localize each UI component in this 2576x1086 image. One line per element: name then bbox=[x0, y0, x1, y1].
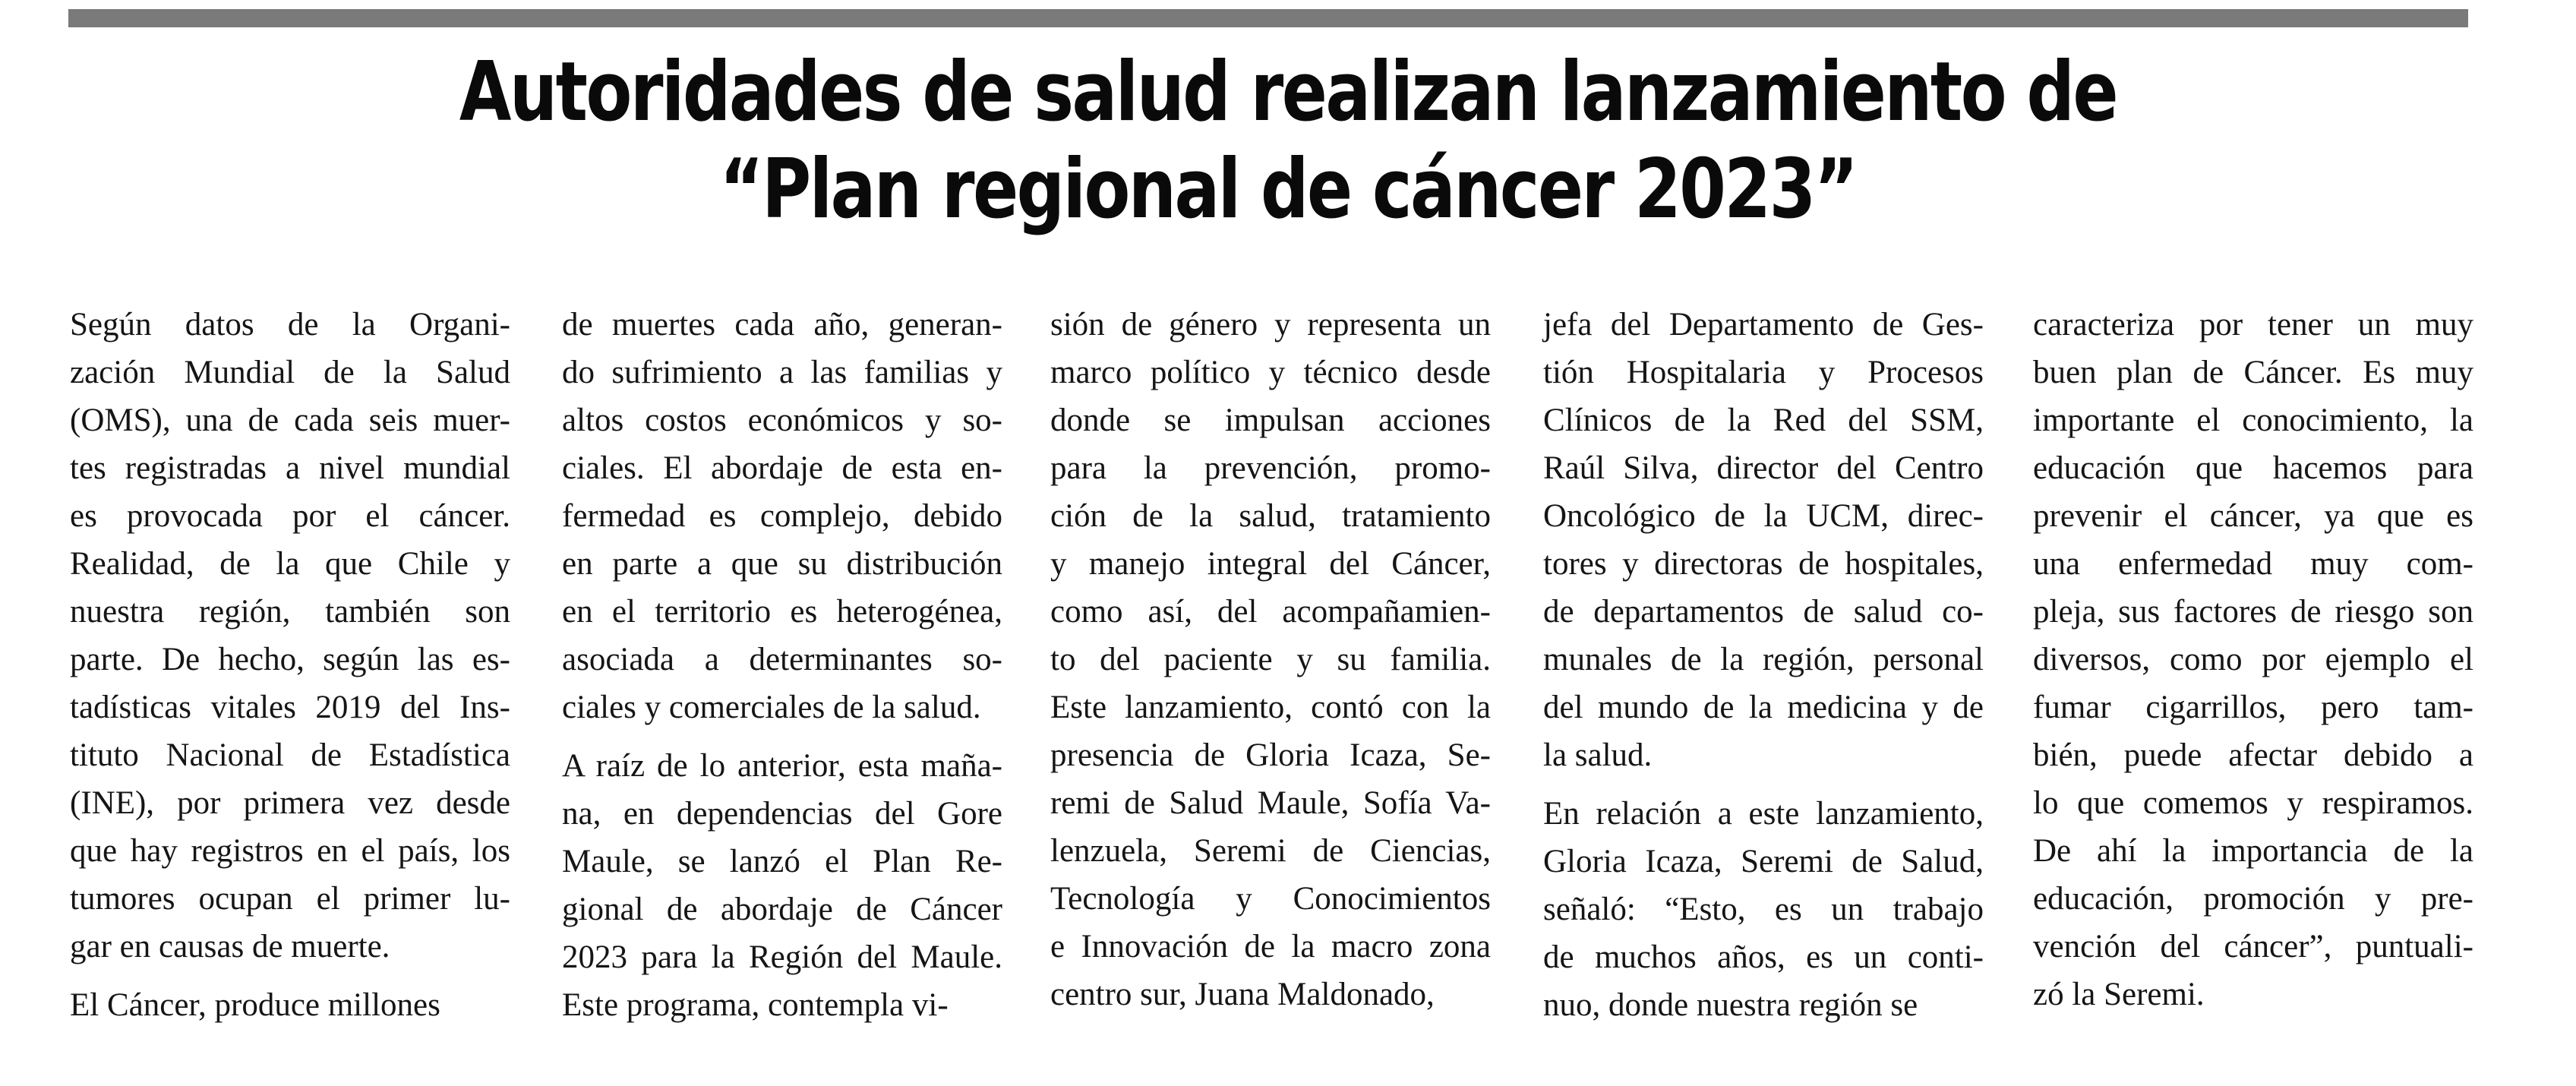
text-line: parte. De hecho, según las es- bbox=[70, 642, 510, 677]
text-line: bién, puede afectar debido a bbox=[2033, 737, 2473, 773]
text-line: en parte a que su distribución bbox=[562, 546, 1002, 582]
text-line: ción de la salud, tratamiento bbox=[1050, 498, 1491, 534]
text-column-2 bbox=[562, 301, 1002, 1029]
text-column-1 bbox=[70, 301, 510, 1029]
text-line: Maule, se lanzó el Plan Re- bbox=[562, 844, 1002, 879]
paragraph bbox=[2033, 301, 2473, 1018]
paragraph bbox=[1543, 301, 1984, 779]
text-line: Según datos de la Organi- bbox=[70, 307, 510, 343]
text-line: sión de género y representa un bbox=[1050, 307, 1491, 343]
text-line: e Innovación de la macro zona bbox=[1050, 929, 1491, 964]
text-line: Este programa, contempla vi- bbox=[562, 987, 949, 1023]
text-line: de muchos años, es un conti- bbox=[1543, 939, 1984, 975]
text-line: Realidad, de la que Chile y bbox=[70, 546, 510, 582]
text-line: centro sur, Juana Maldonado, bbox=[1050, 977, 1435, 1012]
text-line: asociada a determinantes so- bbox=[562, 642, 1002, 677]
top-rule bbox=[68, 9, 2468, 27]
text-line: Gloria Icaza, Seremi de Salud, bbox=[1543, 844, 1984, 879]
paragraph bbox=[70, 981, 510, 1029]
text-line: para la prevención, promo- bbox=[1050, 450, 1491, 486]
text-line: ciales. El abordaje de esta en- bbox=[562, 450, 1002, 486]
paragraph bbox=[1543, 790, 1984, 1029]
text-line: na, en dependencias del Gore bbox=[562, 796, 1002, 832]
text-line: de departamentos de salud co- bbox=[1543, 594, 1984, 630]
paragraph bbox=[562, 742, 1002, 1029]
text-line: educación, promoción y pre- bbox=[2033, 881, 2473, 917]
headline-line-2: “Plan regional de cáncer 2023” bbox=[719, 142, 1857, 237]
text-line: (OMS), una de cada seis muer- bbox=[70, 403, 510, 438]
text-line: lenzuela, Seremi de Ciencias, bbox=[1050, 833, 1491, 869]
paragraph bbox=[562, 301, 1002, 731]
text-line: prevenir el cáncer, ya que es bbox=[2033, 498, 2473, 534]
text-line: Clínicos de la Red del SSM, bbox=[1543, 403, 1984, 438]
text-line: en el territorio es heterogénea, bbox=[562, 594, 1002, 630]
text-line: gar en causas de muerte. bbox=[70, 929, 390, 964]
text-line: munales de la región, personal bbox=[1543, 642, 1984, 677]
text-line: como así, del acompañamien- bbox=[1050, 594, 1491, 630]
text-line: tores y directoras de hospitales, bbox=[1543, 546, 1984, 582]
text-line: Este lanzamiento, contó con la bbox=[1050, 690, 1491, 725]
text-line: nuo, donde nuestra región se bbox=[1543, 987, 1918, 1023]
text-line: altos costos económicos y so- bbox=[562, 403, 1002, 438]
text-column-3 bbox=[1050, 301, 1491, 1018]
text-line: gional de abordaje de Cáncer bbox=[562, 892, 1002, 927]
text-line: fumar cigarrillos, pero tam- bbox=[2033, 690, 2473, 725]
text-line: El Cáncer, produce millones bbox=[70, 987, 440, 1023]
text-line: remi de Salud Maule, Sofía Va- bbox=[1050, 785, 1491, 821]
text-line: jefa del Departamento de Ges- bbox=[1543, 307, 1984, 343]
text-line: (INE), por primera vez desde bbox=[70, 785, 510, 821]
text-line: zó la Seremi. bbox=[2033, 977, 2205, 1012]
text-line: tituto Nacional de Estadística bbox=[70, 737, 510, 773]
text-line: importante el conocimiento, la bbox=[2033, 403, 2473, 438]
paragraph bbox=[1050, 301, 1491, 1018]
text-line: de muertes cada año, generan- bbox=[562, 307, 1002, 343]
text-line: del mundo de la medicina y de bbox=[1543, 690, 1984, 725]
text-line: una enfermedad muy com- bbox=[2033, 546, 2473, 582]
text-line: do sufrimiento a las familias y bbox=[562, 355, 1002, 390]
text-line: Raúl Silva, director del Centro bbox=[1543, 450, 1984, 486]
text-line: tumores ocupan el primer lu- bbox=[70, 881, 510, 917]
text-line: to del paciente y su familia. bbox=[1050, 642, 1491, 677]
text-line: educación que hacemos para bbox=[2033, 450, 2473, 486]
text-line: y manejo integral del Cáncer, bbox=[1050, 546, 1491, 582]
text-line: presencia de Gloria Icaza, Se- bbox=[1050, 737, 1491, 773]
paragraph bbox=[70, 301, 510, 971]
text-line: pleja, sus factores de riesgo son bbox=[2033, 594, 2473, 630]
text-line: De ahí la importancia de la bbox=[2033, 833, 2473, 869]
text-column-5 bbox=[2033, 301, 2473, 1018]
text-line: señaló: “Esto, es un trabajo bbox=[1543, 892, 1984, 927]
text-line: tadísticas vitales 2019 del Ins- bbox=[70, 690, 510, 725]
text-line: que hay registros en el país, los bbox=[70, 833, 510, 869]
text-line: lo que comemos y respiramos. bbox=[2033, 785, 2473, 821]
headline bbox=[232, 44, 2344, 238]
text-line: la salud. bbox=[1543, 737, 1653, 773]
text-column-4 bbox=[1543, 301, 1984, 1029]
text-line: marco político y técnico desde bbox=[1050, 355, 1491, 390]
text-line: tes registradas a nivel mundial bbox=[70, 450, 510, 486]
text-line: 2023 para la Región del Maule. bbox=[562, 939, 1002, 975]
text-line: tión Hospitalaria y Procesos bbox=[1543, 355, 1984, 390]
text-line: En relación a este lanzamiento, bbox=[1543, 796, 1984, 832]
text-line: diversos, como por ejemplo el bbox=[2033, 642, 2473, 677]
text-line: Oncológico de la UCM, direc- bbox=[1543, 498, 1984, 534]
text-line: buen plan de Cáncer. Es muy bbox=[2033, 355, 2473, 390]
text-line: Tecnología y Conocimientos bbox=[1050, 881, 1491, 917]
text-line: zación Mundial de la Salud bbox=[70, 355, 510, 390]
text-line: ciales y comerciales de la salud. bbox=[562, 690, 981, 725]
text-line: nuestra región, también son bbox=[70, 594, 510, 630]
headline-line-1: Autoridades de salud realizan lanzamiento de bbox=[459, 45, 2117, 140]
text-line: es provocada por el cáncer. bbox=[70, 498, 510, 534]
text-line: vención del cáncer”, puntuali- bbox=[2033, 929, 2473, 964]
text-line: donde se impulsan acciones bbox=[1050, 403, 1491, 438]
text-line: A raíz de lo anterior, esta maña- bbox=[562, 748, 1002, 784]
text-line: fermedad es complejo, debido bbox=[562, 498, 1002, 534]
text-line: caracteriza por tener un muy bbox=[2033, 307, 2473, 343]
